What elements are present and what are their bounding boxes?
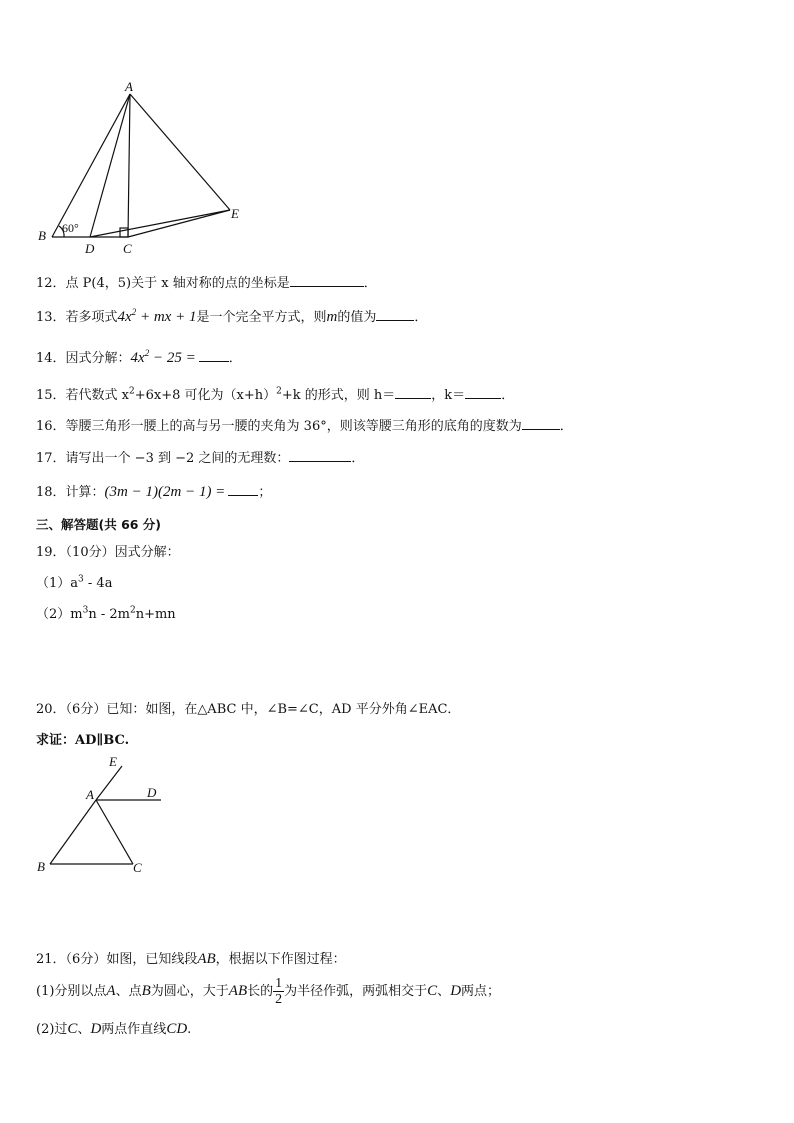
q18-prefix: 18．计算： xyxy=(36,485,105,500)
question-19-title: 19．（10分）因式分解： xyxy=(36,545,180,560)
question-20-prove: 求证：AD∥BC. xyxy=(36,733,130,748)
q12-end: ． xyxy=(363,276,377,291)
q12-text: 12．点 P(4，5)关于 x 轴对称的点的坐标是 xyxy=(36,276,290,291)
label-b: B xyxy=(37,859,45,874)
q15-exp2: 2 xyxy=(276,386,282,397)
q15-h-blank[interactable] xyxy=(395,386,431,399)
label-c: C xyxy=(123,241,132,256)
q16-answer-blank[interactable] xyxy=(522,417,560,430)
question-19-part-2: $(2)m^3n - 2m^2n+mn$ xyxy=(36,605,176,622)
question-21-step-1: (1)分别以点A、点B为圆心，大于AB长的 $\frac{1}{2}$ 为半径作弧，两弧相交于C、D两点； xyxy=(36,976,501,1007)
fraction-one-half: $\frac{1}{2}$ xyxy=(275,976,283,1007)
q17-answer-blank[interactable] xyxy=(289,449,351,462)
q13-end: ． xyxy=(414,310,428,325)
q13-answer-blank[interactable] xyxy=(376,308,414,321)
question-21-step-2: (2)过C、D两点作直线CD. xyxy=(36,1021,192,1037)
q17-text: 17．请写出一个 −3 到 −2 之间的无理数： xyxy=(36,451,290,466)
label-e: E xyxy=(231,206,239,221)
q15-prefix: 15．若代数式 x xyxy=(36,388,130,403)
q16-end: ． xyxy=(559,419,573,434)
q15-end: ． xyxy=(501,388,515,403)
q13-prefix: 13．若多项式 xyxy=(36,310,118,325)
q12-answer-blank[interactable] xyxy=(290,274,364,287)
question-15 xyxy=(36,384,514,403)
q13-variable: m xyxy=(326,309,338,325)
label-c: C xyxy=(133,860,142,875)
label-b: B xyxy=(38,228,46,243)
angle-label: 60° xyxy=(62,221,79,235)
label-d: D xyxy=(147,785,157,800)
segment-ae xyxy=(96,766,122,800)
label-a: A xyxy=(86,787,94,802)
q13-suffix: 的值为 xyxy=(337,310,377,325)
segment-ab xyxy=(52,94,130,237)
q13-mid: 是一个完全平方式，则 xyxy=(196,310,327,325)
q15-exp1: 2 xyxy=(129,386,135,397)
question-12 xyxy=(36,272,377,291)
label-e: E xyxy=(109,754,117,769)
question-18 xyxy=(36,481,271,501)
question-13 xyxy=(36,306,427,326)
q17-end: ． xyxy=(351,451,365,466)
segment-de xyxy=(90,210,230,237)
label-a: A xyxy=(125,79,133,94)
segment-ac xyxy=(96,800,133,864)
label-d: D xyxy=(85,241,95,256)
q14-expression: $4x^2 - 25$ = xyxy=(130,348,196,366)
q14-end: ． xyxy=(228,351,242,366)
question-19-part-1: $(1)a^3 - 4a$ xyxy=(36,574,113,591)
q13-polynomial: $4x^2$ + mx + 1 xyxy=(117,307,197,325)
q18-end: ； xyxy=(258,485,272,500)
q15-mid2: +k 的形式，则 h＝ xyxy=(281,388,396,403)
q15-sep: ，k＝ xyxy=(431,388,466,403)
segment-ce xyxy=(128,210,230,237)
triangle-figure-1 xyxy=(30,78,260,258)
triangle-figure-2 xyxy=(30,752,180,880)
q15-mid1: +6x+8 可化为（x+h） xyxy=(134,388,277,403)
question-20-title: 20．（6分）已知：如图，在△ABC 中，∠B=∠C，AD 平分外角∠EAC． xyxy=(36,702,461,717)
question-16 xyxy=(36,415,573,434)
segment-ab xyxy=(50,800,96,864)
q18-answer-blank[interactable] xyxy=(228,483,258,496)
question-21-title: 21．（6分）如图，已知线段AB，根据以下作图过程： xyxy=(36,951,346,967)
segment-ac xyxy=(128,94,130,237)
q15-k-blank[interactable] xyxy=(465,386,501,399)
segment-ae xyxy=(130,94,230,210)
question-14 xyxy=(36,347,242,367)
q16-text: 16．等腰三角形一腰上的高与另一腰的夹角为 36°，则该等腰三角形的底角的度数为 xyxy=(36,419,522,434)
q14-answer-blank[interactable] xyxy=(199,349,229,362)
q14-prefix: 14．因式分解： xyxy=(36,351,131,366)
question-17 xyxy=(36,447,364,466)
segment-ad xyxy=(90,94,130,237)
q18-expression: (3m − 1)(2m − 1) = xyxy=(104,484,226,500)
section-3-title: 三、解答题(共 66 分) xyxy=(36,517,162,532)
